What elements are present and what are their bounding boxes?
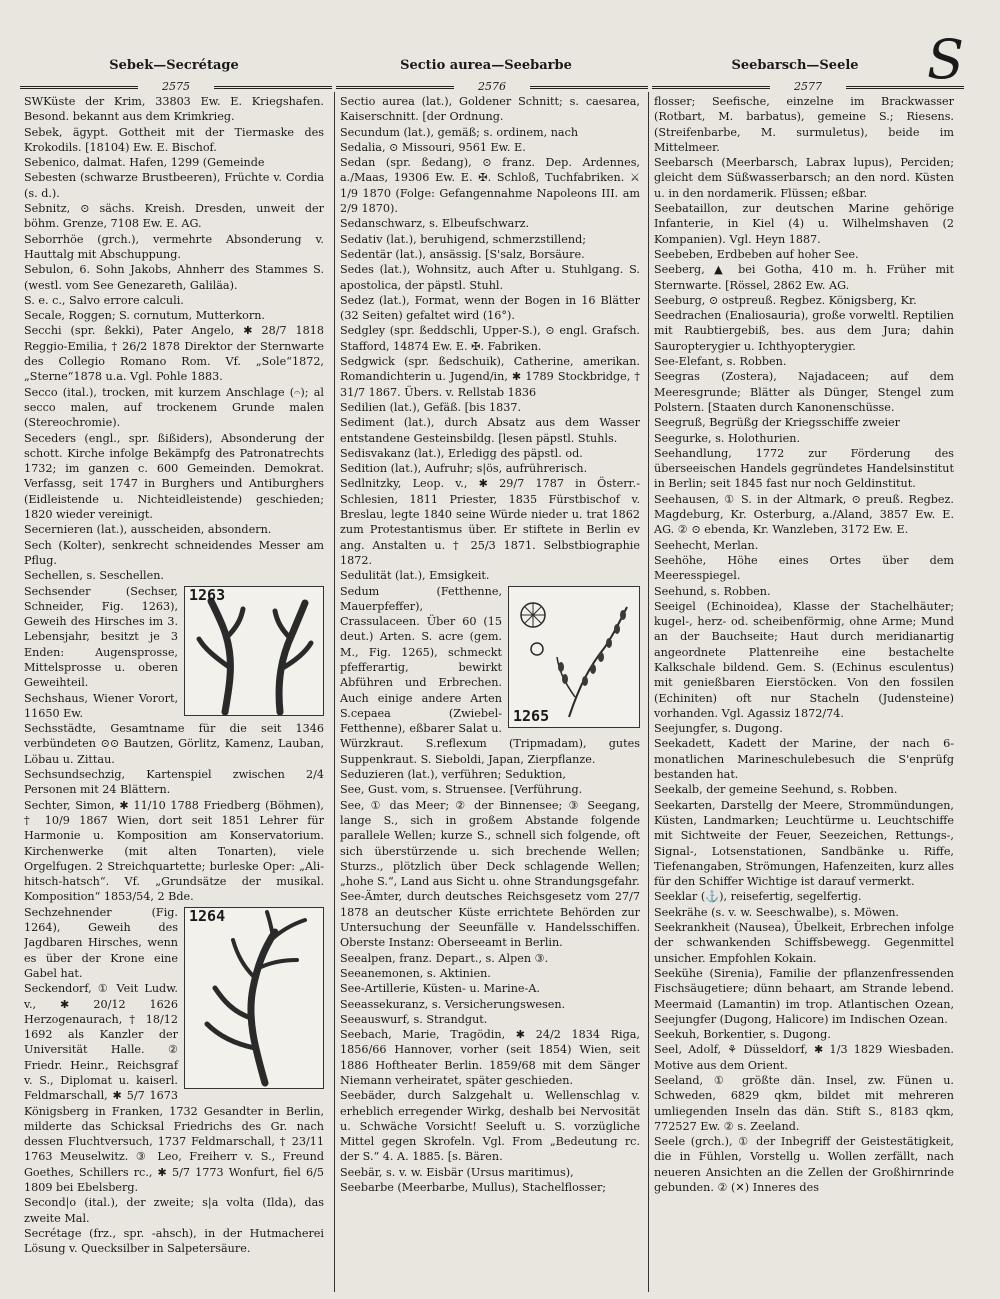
entry: Seebär, s. v. w. Eisbär (Ursus maritimus), (340, 1165, 574, 1179)
sedum-drawing (509, 587, 639, 727)
entry: Sebenico, dalmat. Hafen, 1299 (Gemeinde (24, 156, 265, 170)
figure-1263-antlers (184, 586, 324, 716)
page-number-center: 2576 (336, 80, 648, 92)
entry: Seebataillon, zur deutschen Marine gehörige Infanterie, in Kiel (4) u. Wilhelmshaven (2 Kompanien). Vgl. Heyn 1887. (654, 202, 954, 246)
entry: Second|o (ital.), der zweite; s|a volta (Ilda), das zweite Mal. (24, 1196, 324, 1225)
entry: Seekühe (Sirenia), Familie der pflanzenfressenden Fischsäugetiere; dünn behaart, am Strande lebend. Meermaid (Lamantin) im trop. Atlantischen Ozean, Seejungfer (Dugong, Halicore) im Indischen Ozean. (654, 966, 954, 1026)
entry: Secchi (spr. ßekki), Pater Angelo, ✱ 28/7 1818 Reggio-Emilia, † 26/2 1878 Direktor der Sternwarte des Collegio Romano Rom. Vf. „Sole“1872, „Sterne“1878 u.a. Vgl. Pohle 1883. (24, 324, 324, 384)
figure-1264-antlers (184, 907, 324, 1089)
entry: Seebeben, Erdbeben auf hoher See. (654, 247, 859, 261)
entry: Seeassekuranz, s. Versicherungswesen. (340, 997, 566, 1011)
entry: Seebäder, durch Salzgehalt u. Wellenschlag v. erheblich erregender Wirkg, deshalb bei Nervosität u. Schwäche Vorsicht! Seeluft u. S. vorzügliche Mittel gegen Skrofeln. Vgl. From „Bedeutung rc. der S.“ 4. A. 1885. [s. Bären. (340, 1089, 640, 1164)
antler-drawing (185, 587, 323, 715)
entry: See-Elefant, s. Robben. (654, 355, 787, 369)
entry: Seehecht, Merlan. (654, 538, 759, 552)
entry: Sedentär (lat.), ansässig. [S'salz, Borsäure. (340, 247, 585, 261)
entry: Secale, Roggen; S. cornutum, Mutterkorn. (24, 309, 265, 323)
column-divider (648, 92, 649, 1292)
entry: S. e. c., Salvo errore calculi. (24, 293, 184, 307)
entry: Sechsender (Sechser, Schneider, Fig. 1263), Geweih des Hirsches im 3. Lebensjahr, besitzt je 3 Enden: Augensprosse, Mittelsprosse u. oberen Geweihteil. (24, 584, 178, 690)
entry: Seebach, Marie, Tragödin, ✱ 24/2 1834 Riga, 1856/66 Hannover, vorher (seit 1854) Wien, seit 1886 Hoftheater Berlin. 1859/68 mit dem Sänger Niemann verheiratet, später geschieden. (340, 1028, 640, 1087)
figure-number: 1264 (189, 906, 226, 925)
entry: Sedgley (spr. ßeddschli, Upper-S.), ⊙ engl. Grafsch. Stafford, 14874 Ew. E. ✠. Fabriken. (340, 324, 640, 353)
entry: Sedes (lat.), Wohnsitz, auch After u. Stuhlgang. S. apostolica, der päpstl. Stuhl. (340, 263, 640, 292)
entry: Secundum (lat.), gemäß; s. ordinem, nach (340, 125, 579, 139)
entry: Secrétage (frz., spr. -ahsch), in der Hutmacherei Lösung v. Quecksilber in Salpetersäure. (24, 1226, 324, 1256)
entry: Sedulität (lat.), Emsigkeit. (340, 569, 490, 583)
entry: Seekarten, Darstellg der Meere, Strommündungen, Küsten, Landmarken; Leuchtürme u. Leuchtschiffe mit Sichtweite der Feuer, Seezeichen, Rettungs-, Signal-, Lotsenstationen, Sandbänke u. Riffe, Tiefenangaben, Strömungen, Hafenzeiten, kurz alles für den Schiffer Wichtige ist darauf vermerkt. (654, 798, 954, 889)
entry: Seekuh, Borkentier, s. Dugong. (654, 1028, 831, 1042)
entry: See, ① das Meer; ② der Binnensee; ③ Seegang, lange S., sich in großem Abstande folgende parallele Wellen; kurze S., schnell sich folgende, oft sich überstürzende u. sich brechende Wellen; Sturzs., plötzlich über Deck schlagende Wellen; „hohe S.“, Land aus Sicht u. ohne Strandungsgefahr. (340, 798, 640, 889)
entry: Secco (ital.), trocken, mit kurzem Anschlage (𝄐); al secco malen, auf trockenem Grunde malen (Stereochromie). (24, 385, 324, 430)
entry: Sechsstädte, Gesamtname für die seit 1346 verbündeten ⊙⊙ Bautzen, Görlitz, Kamenz, Lauban, Löbau u. Zittau. (24, 722, 324, 766)
entry: Seebarsch (Meerbarsch, Labrax lupus), Perciden; gleicht dem Süßwasserbarsch; an den nord. Küsten u. in den nordamerik. Flüssen; eßbar. (654, 156, 954, 200)
entry: Sebulon, 6. Sohn Jakobs, Ahnherr des Stammes S.(westl. vom See Genezareth, Galiläa). (24, 263, 324, 292)
entry: Sediment (lat.), durch Absatz aus dem Wasser entstandene Gesteinsbildg. [lesen päpstl. Stuhls. (340, 416, 640, 445)
entry: Seeauswurf, s. Strandgut. (340, 1012, 488, 1026)
entry: Sebnitz, ⊙ sächs. Kreish. Dresden, unweit der böhm. Grenze, 7108 Ew. E. AG. (24, 202, 324, 231)
entry: Sectio aurea (lat.), Goldener Schnitt; s. caesarea, Kaiserschnitt. [der Ordnung. (340, 95, 640, 124)
entry: Sebesten (schwarze Brustbeeren), Früchte v. Cordia (s. d.). (24, 171, 324, 200)
entry: Seeburg, ⊙ ostpreuß. Regbez. Königsberg, Kr. (654, 293, 917, 307)
entry: Seegras (Zostera), Najadaceen; auf dem Meeresgrunde; Blätter als Dünger, Stengel zum Polstern. [Staaten durch Kanonenschüsse. (654, 370, 954, 414)
entry: Sedlnitzky, Leop. v., ✱ 29/7 1787 in Österr.-Schlesien, 1811 Priester, 1835 Fürstbischof v. Breslau, legte 1840 seine Würde nieder u. trat 1862 zum Protestantismus über. Er stiftete in Berlin ev ang. Anstalten u. † 25/3 1871. Selbstbiographie 1872. (340, 477, 640, 567)
entry: Seekadett, Kadett der Marine, der nach 6-monatlichen Marineschulebesuch die S'enprüfg bestanden hat. (654, 737, 954, 782)
entry: Sechshaus, Wiener Vorort, 11650 Ew. (24, 691, 178, 720)
entry: Sechsundsechzig, Kartenspiel zwischen 2/4 Personen mit 24 Blättern. (24, 768, 324, 797)
column-left (24, 94, 324, 1289)
entry: Seele (grch.), ① der Inbegriff der Geistestätigkeit, die in Fühlen, Vorstellg u. Wollen zerfällt, nach neueren Ansichten an die Zellen der Großhirnrinde gebunden. ② (✕) Inneres des (654, 1135, 954, 1195)
entry: Seborrhöe (grch.), vermehrte Absonderung v. Hauttalg mit Abschuppung. (24, 232, 324, 261)
column-divider (334, 92, 335, 1292)
entry: Seehausen, ① S. in der Altmark, ⊙ preuß. Regbez. Magdeburg, Kr. Osterburg, a./Aland, 3857 Ew. E. AG. ② ⊙ ebenda, Kr. Wanzleben, 3172 Ew. E. (654, 492, 954, 537)
entry: Seealpen, franz. Depart., s. Alpen ③. (340, 951, 549, 965)
entry: Seejungfer, s. Dugong. (654, 722, 783, 736)
entry: Seckendorf, ① Veit Ludw. v., ✱ 20/12 1626 Herzogenaurach, † 18/12 1692 als Kanzler der Universität Halle. ② Friedr. Heinr., Reichsgraf v. S., Diplomat u. kaiserl. Feldmarschall, ✱ 5/7 1673 Königsberg in Franken, 1732 Gesandter in Berlin, milderte das Schicksal Friedrichs des Gr. nach dessen Fluchtversuch, 1737 Feldmarschall, † 23/11 1763 Meuselwitz. ③ Leo, Freiherr v. S., Freund Goethes, Schillers rc., ✱ 5/7 1773 Wonfurt, fiel 6/5 1809 bei Ebelsberg. (24, 982, 324, 1195)
entry: Sedgwick (spr. ßedschuik), Catherine, amerikan. Romandichterin u. Jugend/in, ✱ 1789 Stockbridge, † 31/7 1867. Übers. v. Rellstab 1836 (340, 355, 640, 399)
section-letter: S (927, 28, 964, 91)
entry: SWKüste der Krim, 33803 Ew. E. Kriegshafen. Besond. bekannt aus dem Krimkrieg. (24, 95, 324, 124)
entry: Seekalb, der gemeine Seehund, s. Robben. (654, 783, 898, 797)
entry: See-Ämter, durch deutsches Reichsgesetz vom 27/7 1878 an deutscher Küste errichtete Behörden zur Untersuchung der Seeunfälle v. Handelsschiffen. Oberste Instanz: Oberseeamt in Berlin. (340, 890, 640, 950)
page-number-left: 2575 (20, 80, 332, 92)
entry: Seeberg, ▲ bei Gotha, 410 m. h. Früher mit Sternwarte. [Rössel, 2862 Ew. AG. (654, 263, 954, 292)
antler-drawing (185, 908, 323, 1088)
entry: Sedilien (lat.), Gefäß. [bis 1837. (340, 400, 522, 414)
entry: Seekrähe (s. v. w. Seeschwalbe), s. Möwen. (654, 905, 899, 919)
header-left: Sebek—Secrétage (109, 58, 239, 73)
entry: Seeanemonen, s. Aktinien. (340, 966, 491, 980)
entry: Sechellen, s. Seschellen. (24, 569, 164, 583)
page-number-right: 2577 (652, 80, 964, 92)
entry: Seel, Adolf, ⚘ Düsseldorf, ✱ 1/3 1829 Wiesbaden. Motive aus dem Orient. (654, 1043, 954, 1072)
entry: Sedalia, ⊙ Missouri, 9561 Ew. E. (340, 140, 526, 154)
entry: Seeigel (Echinoidea), Klasse der Stachelhäuter; kugel-, herz- od. scheibenförmig, ohne Arme; Mund an der Bauchseite; Haut durch meridianartig angeordnete Plattenreihe eine bestachelte Kalkschale bildend. Gem. S. (Echinus esculentus) mit genießbaren Eierstöcken. Von den fossilen (Echiniten) oft nur Stacheln (Judensteine) vorhanden. Vgl. Agassiz 1872/74. (654, 599, 954, 720)
entry: Sedan (spr. ßedang), ⊙ franz. Dep. Ardennes, a./Maas, 19306 Ew. E. ✠. Schloß, Tuchfabriken. ⚔ 1/9 1870 (Folge: Gefangennahme Napoleons III. am 2/9 1870). (340, 156, 640, 216)
entry: See, Gust. vom, s. Struensee. [Verführung. (340, 783, 583, 797)
entry: Seehöhe, Höhe eines Ortes über dem Meeresspiegel. (654, 553, 954, 583)
entry: Seeklar (⚓), reisefertig, segelfertig. (654, 890, 862, 904)
entry: Seekrankheit (Nausea), Übelkeit, Erbrechen infolge der schwankenden Schiffsbewegg. Gegenmittel unsicher. Empfohlen Kokain. (654, 921, 954, 965)
entry: Sechter, Simon, ✱ 11/10 1788 Friedberg (Böhmen), † 10/9 1867 Wien, dort seit 1851 Lehrer für Harmonie u. Komposition am Konservatorium. Kirchenwerke (mit alten Tonarten), viele Orgelfugen. 2 Streichquartette; burleske Oper: „Ali-hitsch-hatsch“. Vf. „Grundsätze der musikal. Komposition“ 1853/54, 2 Bde. (24, 798, 324, 904)
entry: Seebarbe (Meerbarbe, Mullus), Stachelflosser; (340, 1181, 607, 1195)
column-right (654, 94, 954, 1289)
figure-1265-sedum (508, 586, 640, 728)
header-right: Seebarsch—Seele (731, 58, 859, 73)
figure-number: 1265 (513, 707, 550, 726)
entry: See-Artillerie, Küsten- u. Marine-A. (340, 982, 540, 996)
entry: Sech (Kolter), senkrecht schneidendes Messer am Pflug. (24, 538, 324, 567)
column-center (340, 94, 640, 1289)
entry: Secernieren (lat.), ausscheiden, absondern. (24, 523, 272, 537)
entry: Sebek, ägypt. Gottheit mit der Tiermaske des Krokodils. [18104) Ew. E. Bischof. (24, 125, 324, 154)
entry: Sedanschwarz, s. Elbeufschwarz. (340, 217, 530, 231)
entry: Sedition (lat.), Aufruhr; s|ös, aufrührerisch. (340, 462, 588, 476)
entry: Seegruß, Begrüßg der Kriegsschiffe zweier (654, 416, 900, 430)
entry: flosser; Seefische, einzelne im Brackwasser (Rotbart, M. barbatus), gemeine S.; Riesens. (Streifenbarbe, M. surmuletus), beide im Mittelmeer. (654, 95, 954, 154)
entry: Seehandlung, 1772 zur Förderung des überseeischen Handels gegründetes Handelsinstitut in Berlin; seit 1845 fast nur noch Geldinstitut. (654, 446, 954, 491)
entry: Seeland, ① größte dän. Insel, zw. Fünen u. Schweden, 6829 qkm, bildet mit mehreren umliegenden Inseln das dän. Stift S., 8183 qkm, 772527 Ew. ② s. Zeeland. (654, 1074, 954, 1133)
entry: Sedum (Fetthenne, Mauerpfeffer), Crassulaceen. Über 60 (15 deut.) Arten. S. acre (gem. M., Fig. 1265), schmeckt pfefferartig, bewirkt Abführen und Erbrechen. Auch einige andere Arten S.cepaea (Zwiebel-Fetthenne), eßbarer Salat u. Würzkraut. S.reflexum (Tripmadam), gutes Suppenkraut. S. Sieboldi, Japan, Zierpflanze. (340, 584, 640, 766)
entry: Sedativ (lat.), beruhigend, schmerzstillend; (340, 232, 586, 246)
entry: Sedez (lat.), Format, wenn der Bogen in 16 Blätter (32 Seiten) gefaltet wird (16°). (340, 293, 640, 323)
entry: Sechzehnender (Fig. 1264), Geweih des Jagdbaren Hirsches, wenn es über der Krone eine Gabel hat. (24, 905, 178, 980)
header-center: Sectio aurea—Seebarbe (400, 58, 572, 73)
entry: Seedrachen (Enaliosauria), große vorweltl. Reptilien mit Raubtiergebiß, bes. aus dem Jura; dahin Sauropterygier u. Ichthyopterygier. (654, 309, 954, 353)
entry: Sedisvakanz (lat.), Erledigg des päpstl. od. (340, 446, 583, 460)
entry: Seceders (engl., spr. ßißiders), Absonderung der schott. Kirche infolge Bekämpfg des Patronatrechts 1732; im ganzen c. 600 Gemeinden. Demokrat. Verfassg, seit 1747 in Burghers und Antiburghers (Eidleistende u. Nichteidleistende) geschieden; 1820 wieder vereinigt. (24, 431, 324, 522)
entry: Seduzieren (lat.), verführen; Seduktion, (340, 768, 566, 782)
entry: Seehund, s. Robben. (654, 584, 771, 598)
entry: Seegurke, s. Holothurien. (654, 431, 801, 445)
figure-number: 1263 (189, 585, 226, 604)
